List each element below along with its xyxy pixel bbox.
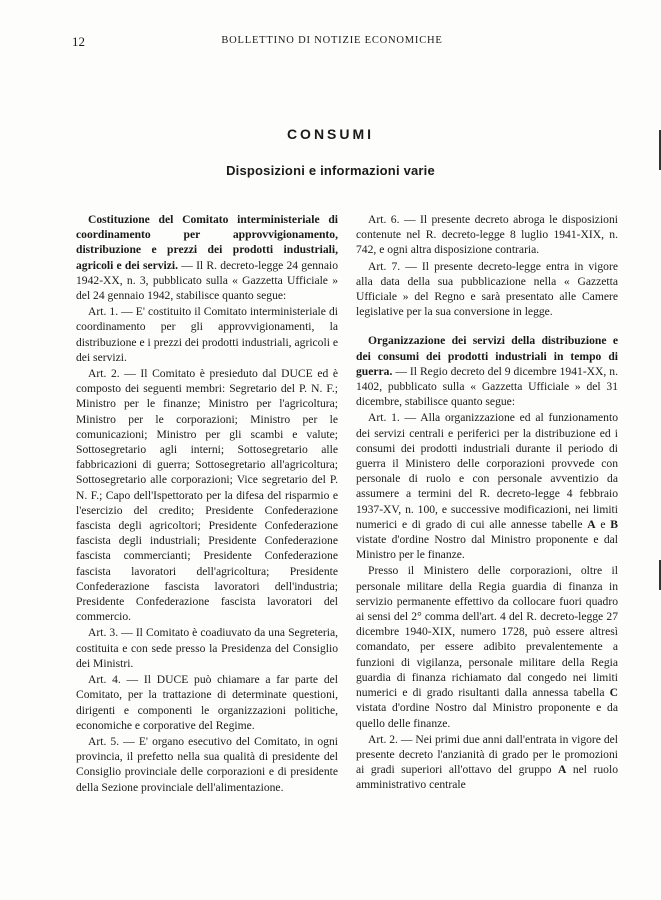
paragraph-art-2: Art. 2. — Il Comitato è presieduto dal DUCE ed è composto dei seguenti membri: Segretario del P. N. F.; Ministro per le finanze; Ministro per l'agricoltura; Ministro per le corporazioni; Ministro per le comunicazioni; Ministro per gli scambi e valute; Sottosegretario agli interni; Sottosegretario alle fabbricazioni di guerra; Sottosegretario all'agricoltura; Sottosegretario alle corporazioni; Vice segretario del P. N. F.; Capo dell'Ispettorato per la difesa del risparmio e l'esercizio del credito; Presidente Confederazione fascista degli agricoltori; Presidente Confederazione fascista degli industriali; Presidente Confederazione fascista commercianti; Presidente Confederazione fascista lavoratori dell'agricoltura; Presidente Confederazione fascista lavoratori dell'industria; Presidente Confederazione fascista lavoratori del commercio. [76,367,338,624]
heading-organizzazione: Organizzazione dei servizi della distribuzione e dei consumi dei prodotti industriali in tempo di guerra. [356,334,618,378]
text-span: e [595,517,611,531]
heading-comitato: Costituzione del Comitato interministeriale di coordinamento per approvvigionamento, distribuzione e prezzi dei prodotti industriali, agricoli e dei servizi. [76,213,338,272]
paragraph-art-1-organizzazione [356,410,618,562]
text-span: Art. 2. — Nei primi due anni dall'entrata in vigore del presente decreto l'anzianità di grado per le promozioni ai gradi superiori all'ottavo del gruppo [356,732,618,777]
left-column [76,212,338,796]
text-span: Art. 1. — Alla organizzazione ed al funzionamento dei servizi centrali e periferici per la distribuzione ed i consumi dei prodotti industriali durante il periodo di guerra il Ministero delle corporazioni provvede con personale di ruolo e con personale avventizio da assumere a termini del R. decreto-legge 4 febbraio 1937-XV, n. 100, e successive modificazioni, nei limiti numerici e di grado di cui alle annesse tabelle [356,411,618,531]
paragraph-organizzazione-heading [356,333,618,409]
paragraph-comitato-heading [76,212,338,303]
table-ref-a: A [587,517,596,531]
heading-organizzazione-text: — Il Regio decreto del 9 dicembre 1941-XX, n. 1402, pubblicato sulla « Gazzetta Ufficiale » del 31 dicembre, stabilisce quanto segue: [356,364,618,409]
section-title: CONSUMI [286,126,375,142]
table-ref-b: B [610,517,618,531]
paragraph-art-4: Art. 4. — Il DUCE può chiamare a far parte del Comitato, per la trattazione di determinate questioni, dirigenti e componenti le organizzazioni politiche, economiche e corporative del Regime. [76,673,338,732]
heading-comitato-text: — Il R. decreto-legge 24 gennaio 1942-XX, n. 3, pubblicato sulla « Gazzetta Ufficiale » del 24 gennaio 1942, stabilisce quanto segue: [76,258,339,303]
table-ref-c: C [609,686,618,700]
page-number: 12 [72,34,85,49]
paragraph-art-3: Art. 3. — Il Comitato è coadiuvato da una Segreteria, costituita e con sede presso la Presidenza del Consiglio dei Ministri. [76,626,338,670]
paragraph-art-2-organizzazione [356,732,618,793]
paragraph-art-6: Art. 6. — Il presente decreto abroga le disposizioni contenute nel R. decreto-legge 8 luglio 1941-XIX, n. 742, e ogni altra disposizione contraria. [356,213,618,257]
paragraph-art-7: Art. 7. — Il presente decreto-legge entra in vigore alla data della sua pubblicazione nella « Gazzetta Ufficiale » del Regno e sarà presentato alle Camere legislative per la sua conversione in legge. [356,259,618,319]
right-column [356,212,618,794]
text-span: nel ruolo amministrativo centrale [356,763,618,792]
text-span: Presso il Ministero delle corporazioni, oltre il personale militare della Regia guardia di finanza in servizio permanente effettivo da collocare fuori quadro ai sensi del 2° comma dell'art. 4 del R. decreto-legge 27 dicembre 1940-XIX, numero 1728, può essere altresì comandato, per essere adibito prevalentemente a funzioni di vigilanza, personale militare della Regia guardia di finanza richiamato dal congedo nei limiti numerici e di grado risultanti dalla annessa tabella [356,564,618,700]
journal-title: BOLLETTINO DI NOTIZIE ECONOMICHE [221,35,443,46]
text-span: vistate d'ordine Nostro dal Ministro proponente e dal Ministro per le finanze. [356,533,618,562]
group-ref-a: A [558,763,567,777]
text-span: vistata d'ordine Nostro dal Ministro proponente e da quello delle finanze. [356,701,618,730]
section-subtitle: Disposizioni e informazioni varie [226,163,435,178]
paragraph-guardia-finanza [356,563,618,730]
running-head [72,34,592,50]
paragraph-art-5: Art. 5. — E' organo esecutivo del Comitato, in ogni provincia, il prefetto nella sua qualità di presidente del Consiglio provinciale delle corporazioni e di presidente della Sezione provinciale dell'alimentazione. [76,734,338,794]
paragraph-art-1: Art. 1. — E' costituito il Comitato interministeriale di coordinamento per gli approvvigionamenti, la distribuzione e i prezzi dei prodotti industriali, agricoli e dei servizi. [76,305,338,364]
